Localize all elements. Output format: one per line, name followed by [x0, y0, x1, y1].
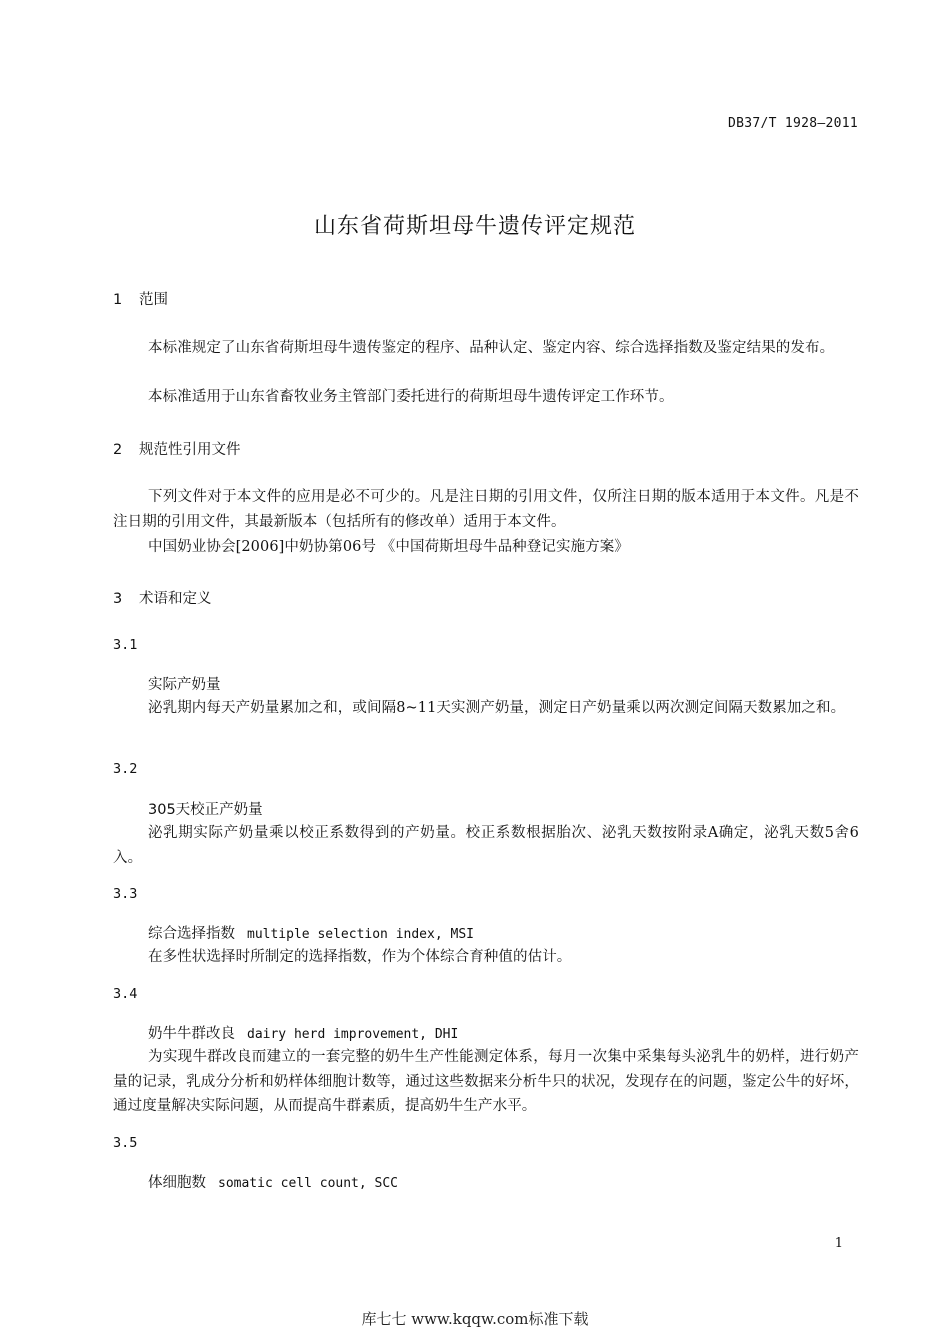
section-number: 2 [113, 442, 123, 458]
term-title [148, 922, 474, 943]
term-title [148, 673, 221, 694]
section-2-heading [113, 438, 241, 459]
term-number: 3.2 [113, 761, 138, 777]
section-1-paragraph-2: 本标准适用于山东省畜牧业务主管部门委托进行的荷斯坦母牛遗传评定工作环节。 [148, 389, 674, 405]
section-title: 规范性引用文件 [139, 442, 241, 458]
term-definition: 泌乳期内每天产奶量累加之和，或间隔8~11天实测产奶量，测定日产奶量乘以两次测定间隔天数累加之和。 [148, 700, 846, 716]
term-english: multiple selection index, MSI [247, 927, 474, 942]
section-2-paragraph-2: 中国奶业协会[2006]中奶协第06号 《中国荷斯坦母牛品种登记实施方案》 [148, 539, 629, 555]
section-1-heading [113, 288, 168, 309]
section-number: 1 [113, 292, 123, 308]
document-title: 山东省荷斯坦母牛遗传评定规范 [313, 214, 636, 239]
term-number: 3.5 [113, 1135, 138, 1151]
term-definition: 在多性状选择时所制定的选择指数，作为个体综合育种值的估计。 [148, 949, 572, 965]
term-title [148, 1022, 458, 1043]
term-number: 3.1 [113, 637, 138, 653]
term-name: 综合选择指数 [148, 926, 235, 942]
term-english: dairy herd improvement, DHI [247, 1027, 459, 1042]
section-title: 术语和定义 [139, 591, 212, 607]
footer-watermark: 库七七 www.kqqw.com标准下载 [361, 1310, 589, 1328]
term-number: 3.3 [113, 886, 138, 902]
section-1-paragraph-1: 本标准规定了山东省荷斯坦母牛遗传鉴定的程序、品种认定、鉴定内容、综合选择指数及鉴定结果的发布。 [148, 340, 835, 356]
page-number: 1 [834, 1236, 843, 1251]
term-title [148, 1171, 398, 1192]
term-title [148, 798, 263, 819]
section-number: 3 [113, 591, 123, 607]
section-3-heading [113, 587, 212, 608]
term-number: 3.4 [113, 986, 138, 1002]
term-definition: 为实现牛群改良而建立的一套完整的奶牛生产性能测定体系，每月一次集中采集每头泌乳牛的奶样，进行奶产量的记录，乳成分分析和奶样体细胞计数等，通过这些数据来分析牛只的状况，发现存在的问题，鉴定公牛的好坏，通过度量解决实际问题，从而提高牛群素质，提高奶牛生产水平。 [113, 1049, 859, 1115]
term-name: 奶牛牛群改良 [148, 1026, 235, 1042]
standard-code: DB37/T 1928—2011 [727, 116, 858, 131]
term-definition: 泌乳期实际产奶量乘以校正系数得到的产奶量。校正系数根据胎次、泌乳天数按附录A确定，泌乳天数5舍6入。 [113, 825, 859, 866]
section-title: 范围 [139, 292, 168, 308]
section-2-paragraph-1: 下列文件对于本文件的应用是必不可少的。凡是注日期的引用文件，仅所注日期的版本适用于本文件。凡是不注日期的引用文件，其最新版本（包括所有的修改单）适用于本文件。 [113, 489, 859, 530]
term-name: 实际产奶量 [148, 677, 221, 693]
term-english: somatic cell count, SCC [218, 1176, 399, 1191]
term-name: 305天校正产奶量 [148, 802, 263, 818]
term-name: 体细胞数 [148, 1175, 206, 1191]
